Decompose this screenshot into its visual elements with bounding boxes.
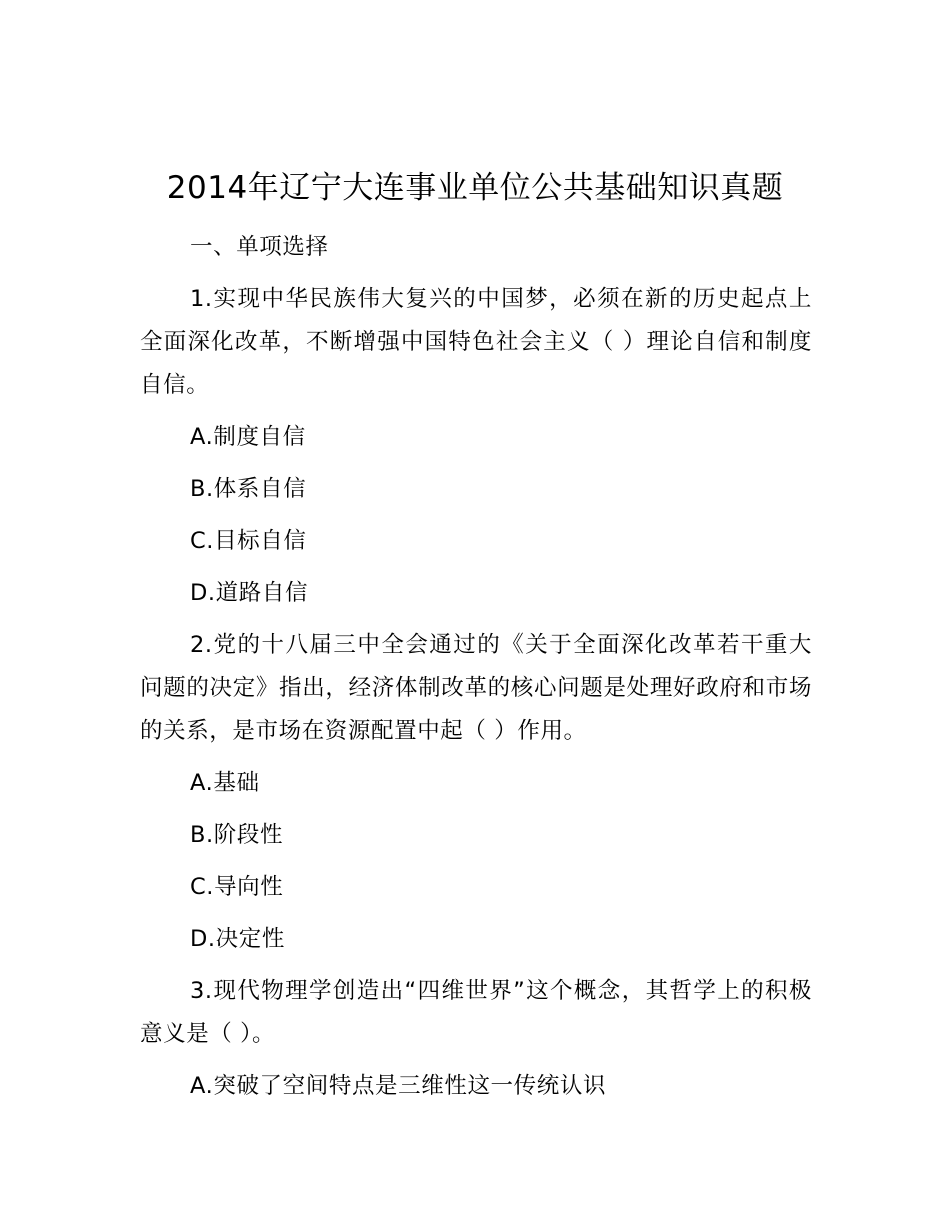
page-title: 2014年辽宁大连事业单位公共基础知识真题	[166, 170, 784, 206]
document-body	[140, 226, 812, 1117]
question-3-option-a: A.突破了空间特点是三维性这一传统认识	[190, 1073, 607, 1099]
question-2-option-c: C.导向性	[190, 874, 284, 900]
question-2-option-a: A.基础	[190, 770, 260, 796]
question-2-text: 2.党的十八届三中全会通过的《关于全面深化改革若干重大问题的决定》指出，经济体制改革的核心问题是处理好政府和市场的关系，是市场在资源配置中起（ ）作用。	[140, 632, 812, 744]
question-1-option-a: A.制度自信	[190, 424, 306, 450]
question-2-option-b: B.阶段性	[190, 822, 284, 848]
question-1-option-c: C.目标自信	[190, 528, 307, 554]
question-3-text: 3.现代物理学创造出“四维世界”这个概念，其哲学上的积极意义是（ ）。	[140, 978, 812, 1047]
question-1-option-b: B.体系自信	[190, 476, 307, 502]
question-2-option-d: D.决定性	[190, 926, 285, 952]
question-1-text: 1.实现中华民族伟大复兴的中国梦，必须在新的历史起点上全面深化改革，不断增强中国特色社会主义（ ）理论自信和制度自信。	[140, 286, 812, 398]
section-heading: 一、单项选择	[190, 234, 329, 260]
question-1-option-d: D.道路自信	[190, 580, 309, 606]
